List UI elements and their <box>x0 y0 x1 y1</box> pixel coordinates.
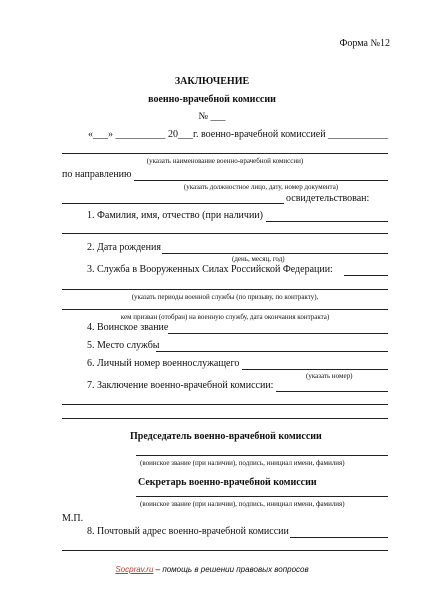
secretary-title: Секретарь военно-врачебной комиссии <box>138 477 317 488</box>
personal-number-line <box>242 369 388 370</box>
place-line <box>156 351 388 352</box>
chairman-hint: (воинское звание (при наличии), подпись, инициал имени, фамилия) <box>140 459 345 467</box>
document-number-line: № ___ <box>198 111 226 122</box>
service-call-hint: кем призван (отобран) на военную службу, дата окончания контракта) <box>120 313 330 321</box>
service-periods-hint: (указать периоды военной службы (по призыву, по контракту), <box>131 293 319 301</box>
commission-name-line <box>62 153 388 154</box>
service-line <box>344 275 388 276</box>
conclusion-line-3 <box>62 418 388 419</box>
rank-line <box>168 333 388 334</box>
fio-line-2 <box>62 233 388 234</box>
footer-text: – помощь в решении правовых вопросов <box>153 565 309 574</box>
form-number: Форма №12 <box>339 38 390 49</box>
conclusion-line-2 <box>62 404 388 405</box>
service-periods-line <box>62 289 388 290</box>
birth-hint: (день, месяц, год) <box>232 255 285 263</box>
document-title: ЗАКЛЮЧЕНИЕ <box>174 76 250 87</box>
item-rank-label: 4. Воинское звание <box>87 322 169 333</box>
chairman-signature-line <box>136 455 388 456</box>
direction-label: по направлению <box>62 169 132 180</box>
item-personal-number-label: 6. Личный номер военнослужащего <box>87 358 240 369</box>
direction-line <box>134 180 388 181</box>
item-birth-label: 2. Дата рождения <box>87 242 161 253</box>
secretary-signature-line <box>136 496 388 497</box>
commission-name-hint: (указать наименование военно-врачебной комиссии) <box>146 157 304 165</box>
postal-line-2 <box>62 550 388 551</box>
examined-label: освидетельствован: <box>286 193 370 204</box>
chairman-title: Председатель военно-врачебной комиссии <box>130 431 322 442</box>
item-place-label: 5. Место службы <box>87 340 160 351</box>
item-postal-label: 8. Почтовый адрес военно-врачебной комиссии <box>87 526 289 537</box>
stamp-label: М.П. <box>62 513 84 524</box>
document-subtitle: военно-врачебной комиссии <box>148 94 276 105</box>
service-call-line <box>62 309 388 310</box>
postal-line <box>290 537 388 538</box>
personal-number-hint: (указать номер) <box>306 372 353 380</box>
item-fio-label: 1. Фамилия, имя, отчество (при наличии) <box>87 210 263 221</box>
examined-line <box>62 203 284 204</box>
footer-site-link[interactable]: Socprav.ru <box>115 565 154 574</box>
item-service-label: 3. Служба в Вооруженных Силах Российской Федерации: <box>87 264 333 275</box>
item-conclusion-label: 7. Заключение военно-врачебной комиссии: <box>87 380 274 391</box>
conclusion-line <box>276 391 388 392</box>
birth-line <box>162 253 388 254</box>
fio-line <box>266 221 388 222</box>
secretary-hint: (воинское звание (при наличии), подпись, инициал имени, фамилия) <box>140 500 345 508</box>
footer <box>0 565 424 574</box>
date-commission-line: «___» __________ 20___г. военно-врачебной комиссией ____________ <box>88 129 389 140</box>
direction-hint: (указать должностное лицо, дату, номер документа) <box>183 183 339 191</box>
